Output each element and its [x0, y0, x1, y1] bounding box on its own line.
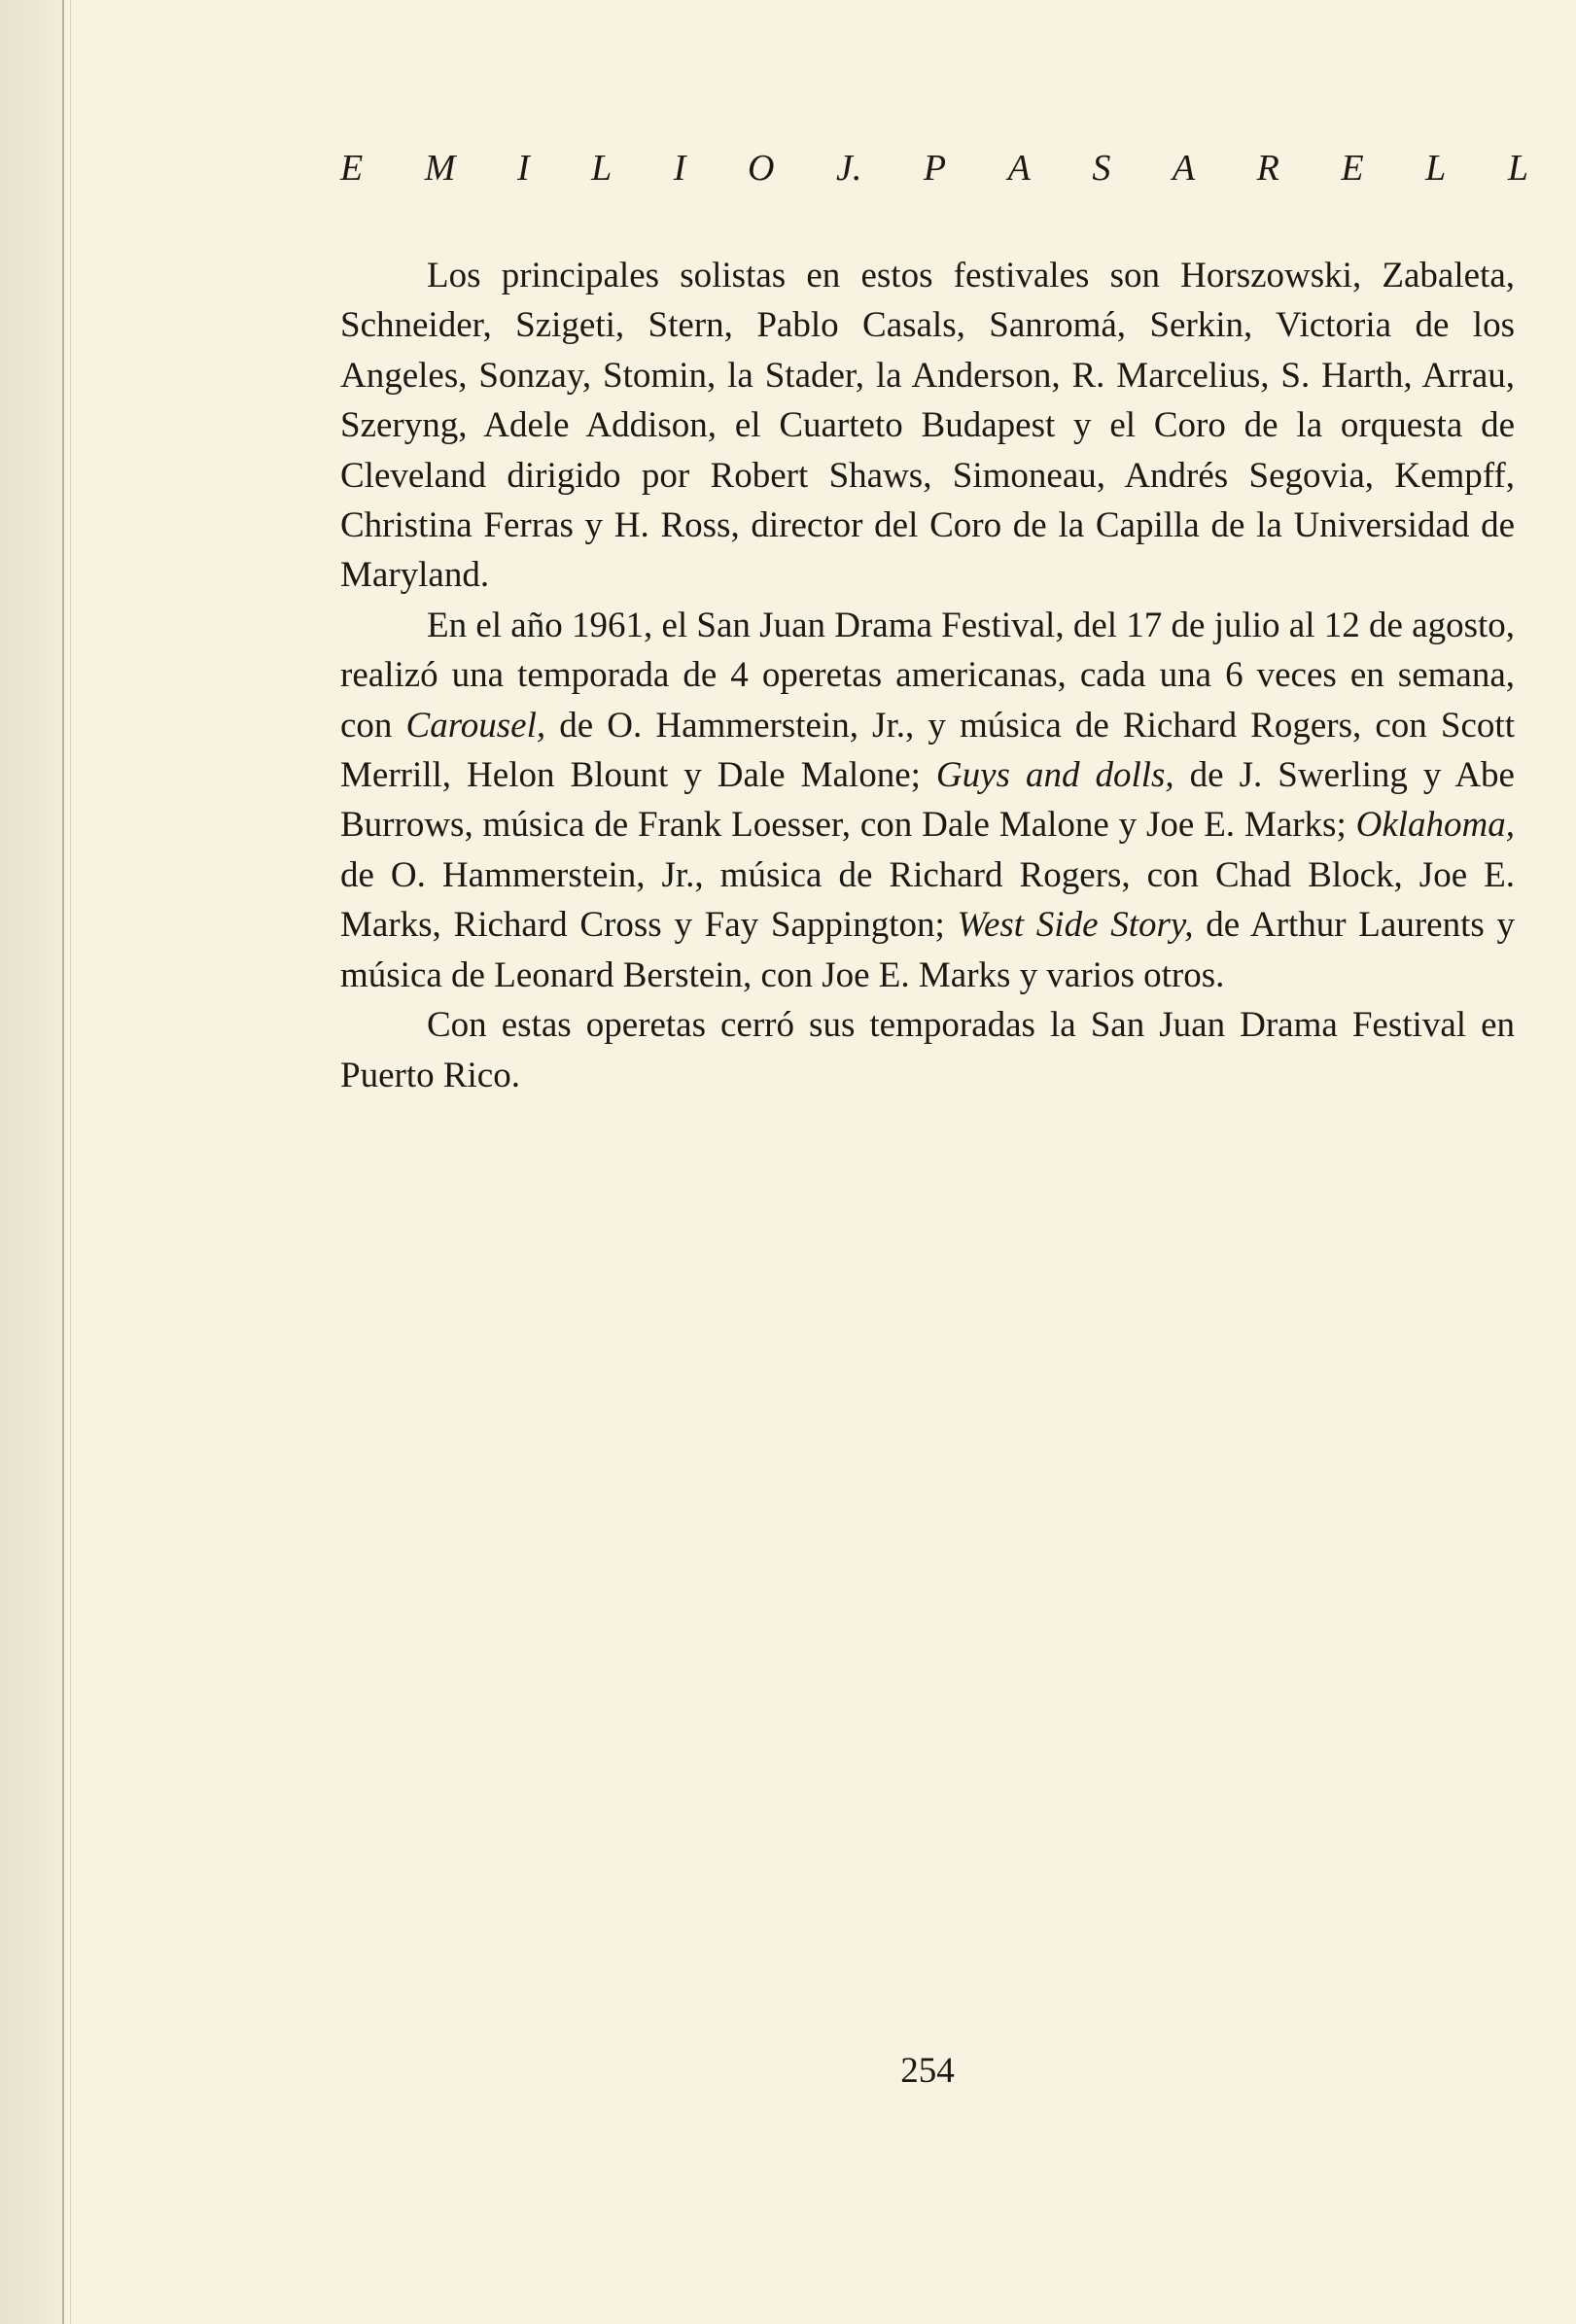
paragraph-1961-season	[340, 601, 1515, 1000]
paragraph-text: de J. Swerling y Abe Burrows, música de Frank Loesser, con Dale Malone y Joe E. Marks;	[340, 755, 1515, 846]
binding-edge-line	[62, 0, 64, 2324]
paragraph-text: de O. Hammerstein, Jr., y música de Richard Rogers, con Scott Merrill, Helon Blount y Dale Malone;	[340, 705, 1515, 796]
paragraph-text: Con estas operetas cerró sus temporadas la San Juan Drama Festival en Puerto Rico.	[340, 1005, 1515, 1095]
paragraph-text: Los principales solistas en estos festivales son Horszowski, Zabaleta, Schneider, Szigeti, Stern, Pablo Casals, Sanromá, Serkin, Victoria de los Angeles, Sonzay, Stomin, la Stader, la Anderson, R. Marcelius, S. Harth, Arrau, Szeryng, Adele Addison, el Cuarteto Budapest y el Coro de la orquesta de Cleveland dirigido por Robert Shaws, Simoneau, Andrés Segovia, Kempff, Christina Ferras y H. Ross, director del Coro de la Capilla de la Universidad de Maryland.	[340, 256, 1515, 596]
running-head-letter: S	[1092, 148, 1111, 189]
work-title-guys-and-dolls: Guys and dolls,	[935, 755, 1174, 796]
running-head-author	[340, 146, 1528, 191]
running-head-letter: L	[1507, 148, 1528, 189]
binding-edge-line-secondary	[70, 0, 71, 2324]
running-head-letter: O	[747, 148, 775, 189]
paragraph-soloists	[340, 251, 1515, 601]
paragraph-closing	[340, 1000, 1515, 1100]
running-head-letter: M	[424, 148, 456, 189]
running-head-letter: E	[1341, 148, 1364, 189]
running-head-letter: I	[673, 148, 686, 189]
work-title-carousel: Carousel,	[405, 705, 546, 746]
running-head-letter: I	[516, 148, 530, 189]
page-number: 254	[900, 2051, 955, 2091]
paragraph-text: En el año 1961, el San Juan Drama Festival, del 17 de julio al 12 de agosto, realizó una temporada de 4 operetas americanas, cada una 6 veces en semana, con	[340, 605, 1516, 746]
paragraph-text: de O. Hammerstein, Jr., música de Richard Rogers, con Chad Block, Joe E. Marks, Richard Cross y Fay Sappington;	[340, 854, 1515, 946]
work-title-west-side-story: West Side Story,	[957, 905, 1194, 946]
running-head-letter: L	[1425, 148, 1447, 189]
running-head-letter: R	[1256, 148, 1279, 189]
running-head-letter: J.	[835, 148, 862, 189]
running-head-letter: E	[340, 148, 364, 189]
work-title-oklahoma: Oklahoma,	[1355, 805, 1515, 846]
running-head-letter: A	[1172, 148, 1196, 189]
running-head-letter: P	[923, 148, 947, 189]
paragraph-text: de Arthur Laurents y música de Leonard Berstein, con Joe E. Marks y varios otros.	[340, 905, 1515, 995]
page-gutter-shadow	[0, 0, 64, 2324]
running-head-letter: L	[591, 148, 613, 189]
running-head-letter: A	[1007, 148, 1031, 189]
body-text	[340, 251, 1515, 1100]
